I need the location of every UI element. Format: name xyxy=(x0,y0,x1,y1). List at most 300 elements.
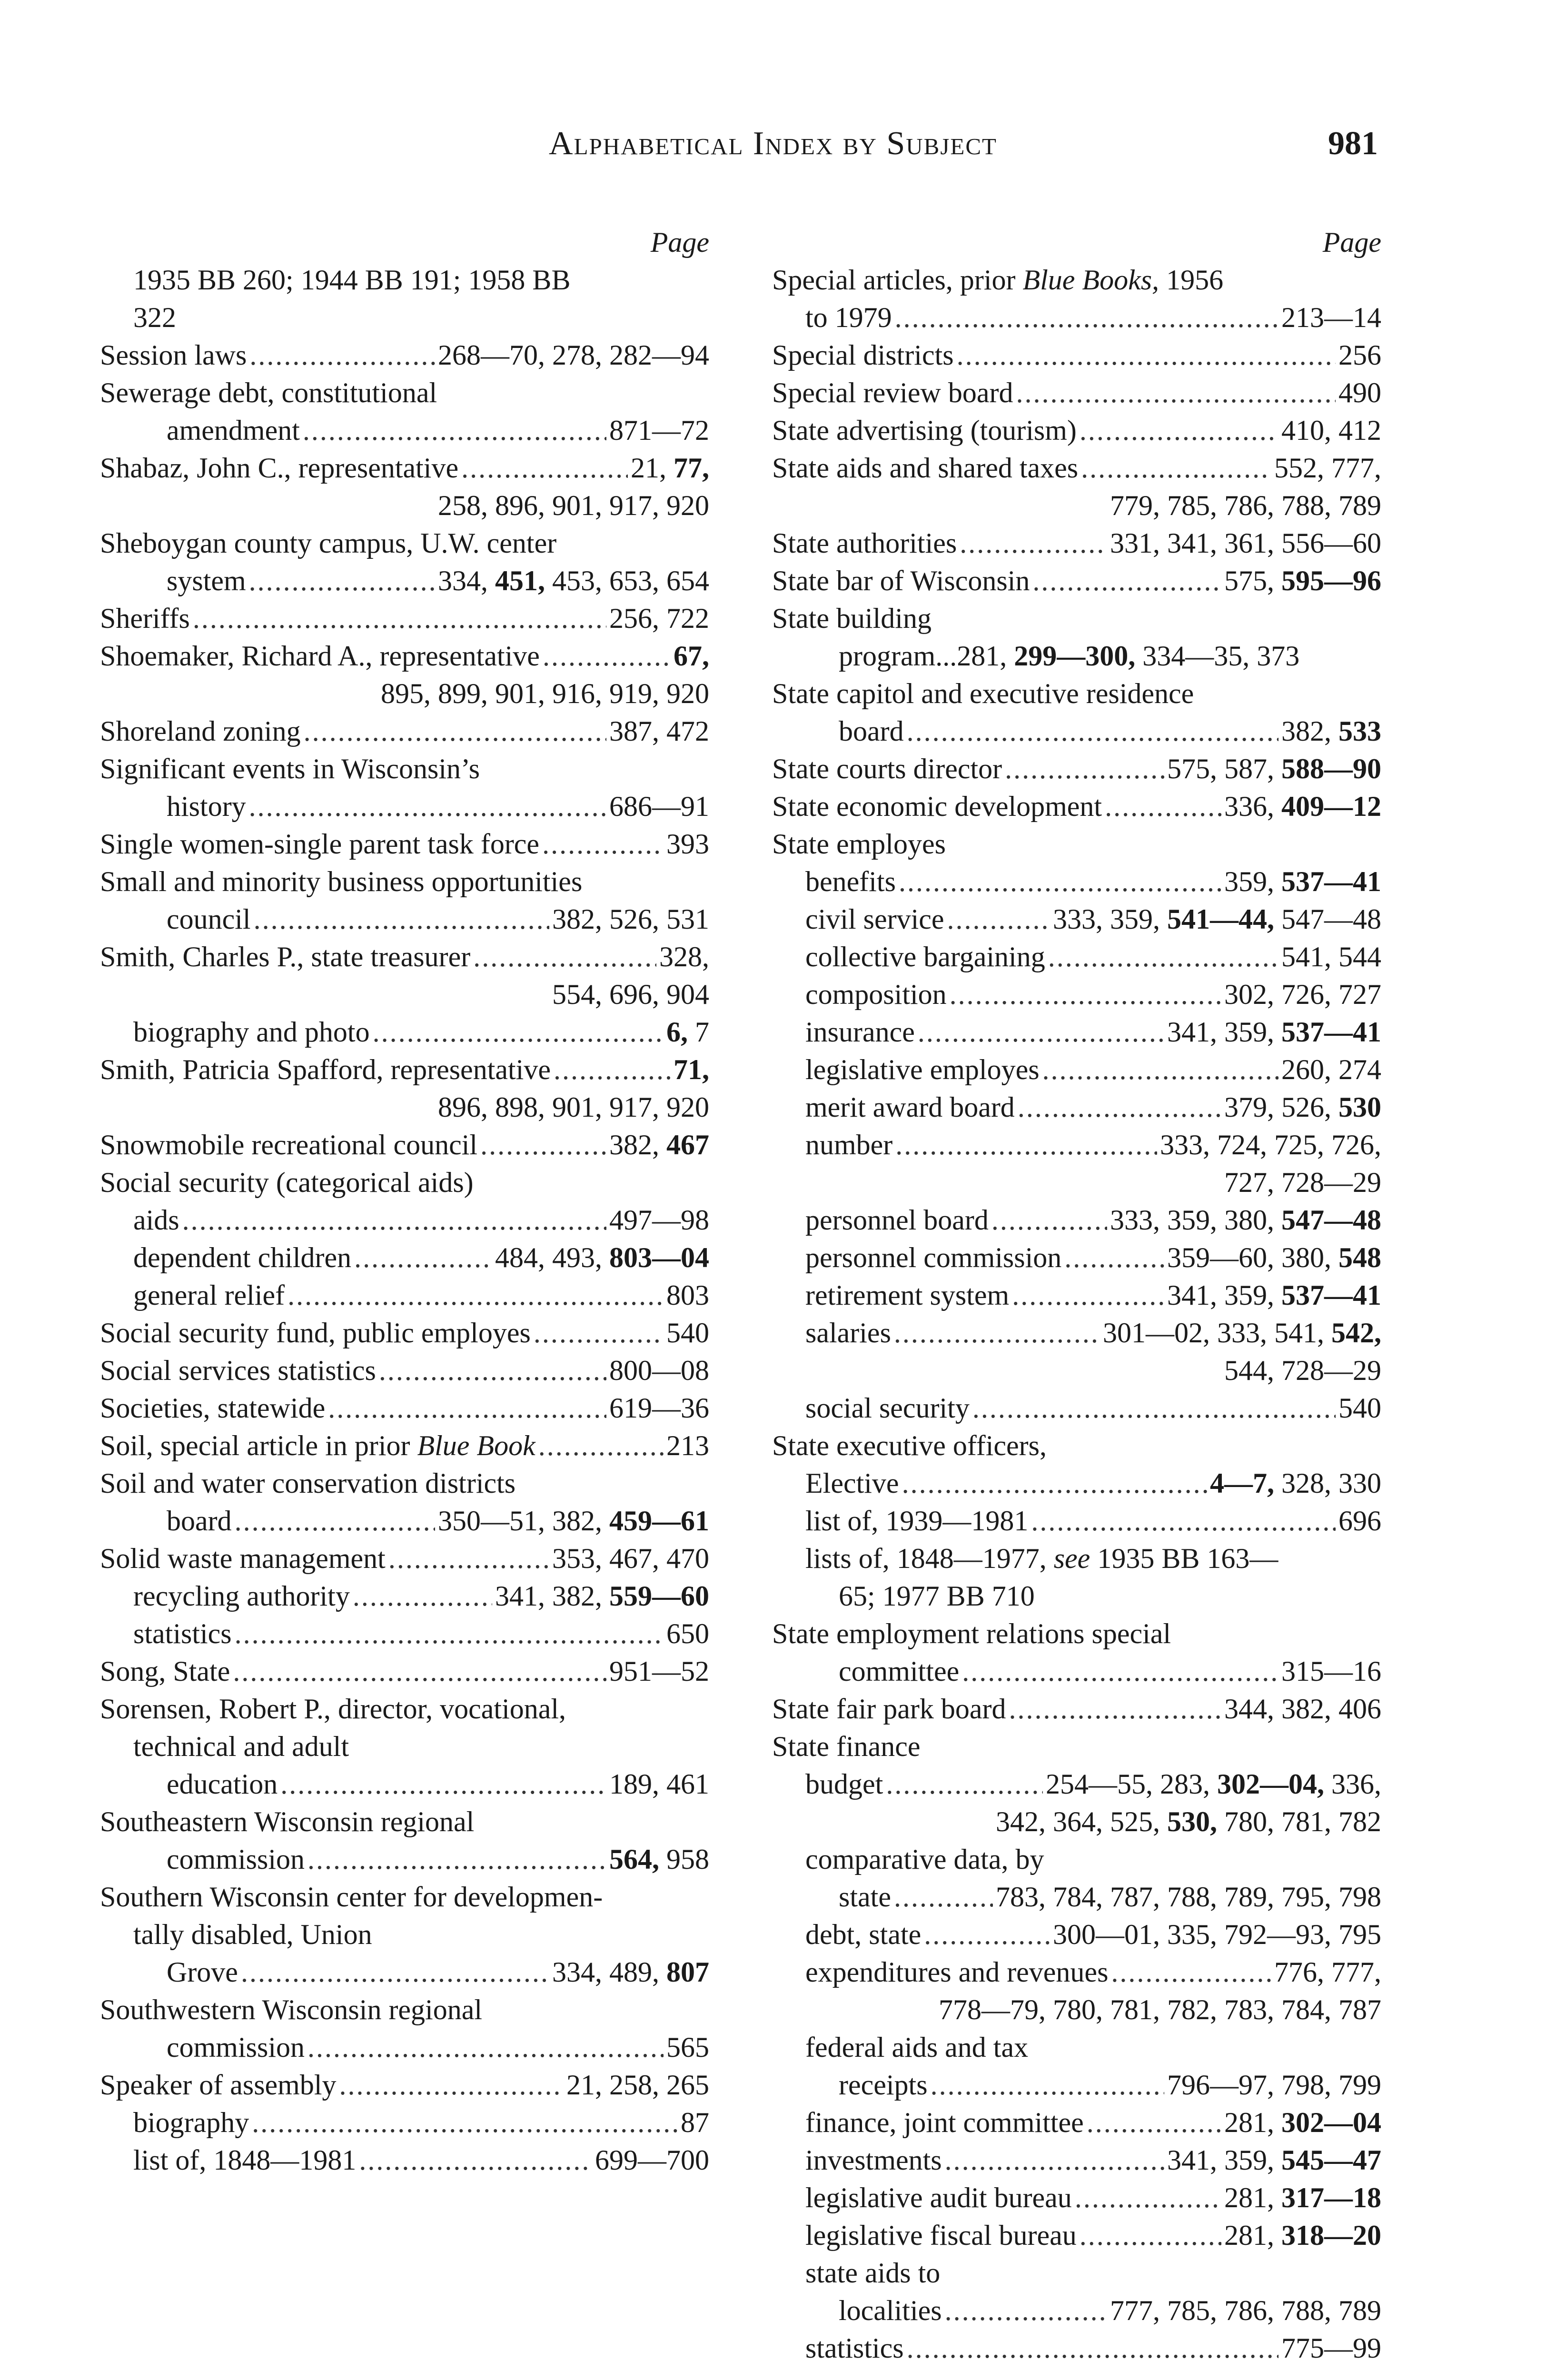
entry-pages: 575, 595—96 xyxy=(1224,565,1381,596)
entry-pages: 540 xyxy=(666,1317,709,1349)
index-entry xyxy=(772,562,1381,600)
entry-pages: 333, 359, 380, 547—48 xyxy=(1110,1204,1381,1236)
entry-line xyxy=(772,299,1381,337)
dot-leader xyxy=(287,1277,664,1314)
dot-leader xyxy=(1105,788,1221,825)
entry-term: personnel commission xyxy=(805,1242,1062,1273)
index-entry xyxy=(100,261,709,337)
entry-pages: 776, 777, xyxy=(1274,1956,1381,1988)
entry-line xyxy=(772,976,1381,1013)
entry-text: State capitol and executive residence xyxy=(772,678,1194,709)
entry-pages: 302, 726, 727 xyxy=(1224,979,1381,1010)
entry-pages: 484, 493, 803—04 xyxy=(495,1242,709,1273)
index-entry xyxy=(100,1465,709,1540)
entry-line xyxy=(100,412,709,449)
entry-pages: 541, 544 xyxy=(1281,941,1381,972)
page-title: Alphabetical Index by Subject xyxy=(549,125,997,162)
dot-leader xyxy=(554,1051,671,1089)
index-entry xyxy=(100,2066,709,2104)
entry-line xyxy=(772,374,1381,412)
index-entry xyxy=(100,713,709,750)
dot-leader xyxy=(894,1314,1100,1352)
entry-pages-continued: 258, 896, 901, 917, 920 xyxy=(438,490,709,521)
entry-pages: 565 xyxy=(666,2032,709,2063)
index-entry xyxy=(100,1577,709,1615)
dot-leader xyxy=(1111,1954,1271,1991)
index-entry xyxy=(772,901,1381,938)
entry-pages: 315—16 xyxy=(1281,1656,1381,1687)
entry-line xyxy=(100,825,709,863)
entry-pages: 497—98 xyxy=(609,1204,709,1236)
entry-pages: 344, 382, 406 xyxy=(1224,1693,1381,1725)
index-entry xyxy=(772,1427,1381,1502)
dot-leader xyxy=(1075,2179,1221,2217)
dot-leader xyxy=(538,1427,664,1465)
index-entry xyxy=(772,825,1381,901)
entry-line xyxy=(772,1878,1381,1916)
entry-pages: 341, 359, 537—41 xyxy=(1167,1279,1381,1311)
entry-line xyxy=(100,449,709,487)
index-entry xyxy=(772,2179,1381,2217)
index-entry xyxy=(772,1013,1381,1051)
entry-term: council xyxy=(167,903,251,935)
entry-term: history xyxy=(167,791,246,822)
entry-term: biography xyxy=(133,2107,249,2138)
entry-term: investments xyxy=(805,2144,942,2176)
entry-line xyxy=(100,1277,709,1314)
entry-line xyxy=(772,1465,1381,1502)
dot-leader xyxy=(1016,374,1336,412)
dot-leader xyxy=(1009,1690,1221,1728)
index-entry xyxy=(772,788,1381,825)
entry-pages: 71, xyxy=(674,1054,709,1085)
entry-line xyxy=(100,1013,709,1051)
index-entry xyxy=(772,1841,1381,1916)
entry-line xyxy=(772,750,1381,788)
dot-leader xyxy=(945,2292,1107,2330)
entry-line xyxy=(772,1089,1381,1126)
entry-term: personnel board xyxy=(805,1204,989,1236)
entry-pages: 213 xyxy=(666,1430,709,1461)
entry-term: statistics xyxy=(805,2332,904,2364)
entry-pages: 341, 382, 559—60 xyxy=(495,1580,709,1612)
index-entry xyxy=(100,1389,709,1427)
entry-pages: 281, 317—18 xyxy=(1224,2182,1381,2213)
entry-line xyxy=(772,1013,1381,1051)
entry-line xyxy=(100,1201,709,1239)
entry-term: legislative audit bureau xyxy=(805,2182,1072,2213)
dot-leader xyxy=(1080,412,1278,449)
entry-pages: 67, xyxy=(674,640,709,672)
entry-line xyxy=(772,1502,1381,1540)
entry-text: tally disabled, Union xyxy=(133,1919,372,1950)
index-entry xyxy=(100,2142,709,2179)
entry-line xyxy=(100,1427,709,1465)
dot-leader xyxy=(543,637,671,675)
index-entry xyxy=(100,1314,709,1352)
entry-term: education xyxy=(167,1768,278,1800)
entry-term: Elective xyxy=(805,1468,899,1499)
dot-leader xyxy=(373,1013,664,1051)
entry-text: technical and adult xyxy=(133,1731,349,1762)
entry-line xyxy=(100,2029,709,2066)
column-heading-page: Page xyxy=(650,227,709,258)
entry-pages: 564, 958 xyxy=(609,1844,709,1875)
dot-leader xyxy=(957,337,1336,374)
dot-leader xyxy=(960,525,1107,562)
index-entry xyxy=(772,2330,1381,2367)
entry-term: State courts director xyxy=(772,753,1002,784)
entry-line xyxy=(772,1389,1381,1427)
dot-leader xyxy=(461,449,628,487)
entry-term: dependent children xyxy=(133,1242,352,1273)
index-entry xyxy=(772,600,1381,675)
entry-term: composition xyxy=(805,979,947,1010)
entry-line xyxy=(100,1615,709,1653)
dot-leader xyxy=(1081,449,1271,487)
index-entry xyxy=(772,525,1381,562)
entry-text: Significant events in Wisconsin’s xyxy=(100,753,480,784)
entry-text: Southwestern Wisconsin regional xyxy=(100,1994,483,2025)
index-entry xyxy=(100,1126,709,1164)
dot-leader xyxy=(1042,1051,1278,1089)
entry-text: program...281, 299—300, 334—35, 373 xyxy=(839,640,1300,672)
index-entry xyxy=(772,374,1381,412)
index-entry xyxy=(772,1314,1381,1389)
entry-line xyxy=(772,2066,1381,2104)
index-entry xyxy=(100,374,709,449)
dot-leader xyxy=(354,1239,492,1277)
entry-term: statistics xyxy=(133,1618,232,1649)
entry-pages: 256, 722 xyxy=(609,603,709,634)
index-entry xyxy=(100,1991,709,2066)
entry-pages: 796—97, 798, 799 xyxy=(1167,2069,1381,2101)
index-entry xyxy=(772,1916,1381,1954)
entry-line xyxy=(100,637,709,675)
entry-line xyxy=(772,1916,1381,1954)
index-entry xyxy=(100,1615,709,1653)
entry-pages: 21, 258, 265 xyxy=(566,2069,709,2101)
entry-line xyxy=(100,2142,709,2179)
entry-line xyxy=(100,2066,709,2104)
dot-leader xyxy=(353,1577,492,1615)
dot-leader xyxy=(902,1465,1207,1502)
entry-pages: 696 xyxy=(1338,1505,1381,1537)
entry-line xyxy=(100,1314,709,1352)
entry-term: Solid waste management xyxy=(100,1543,386,1574)
entry-line xyxy=(100,562,709,600)
entry-term: Speaker of assembly xyxy=(100,2069,337,2101)
entry-text: Sorensen, Robert P., director, vocational, xyxy=(100,1693,566,1725)
entry-term: Soil, special article in prior Blue Book xyxy=(100,1430,535,1461)
dot-leader xyxy=(931,2066,1164,2104)
entry-line xyxy=(100,1389,709,1427)
entry-pages: 575, 587, 588—90 xyxy=(1167,753,1381,784)
entry-term: Shoreland zoning xyxy=(100,715,301,747)
entry-text: Sheboygan county campus, U.W. center xyxy=(100,527,557,559)
entry-pages: 256 xyxy=(1338,339,1381,371)
dot-leader xyxy=(1032,562,1221,600)
entry-pages: 359—60, 380, 548 xyxy=(1167,1242,1381,1273)
entry-pages: 333, 359, 541—44, 547—48 xyxy=(1053,903,1381,935)
entry-line xyxy=(772,863,1381,901)
entry-text: state aids to xyxy=(805,2257,941,2289)
index-entry xyxy=(772,2104,1381,2142)
entry-term: insurance xyxy=(805,1016,915,1048)
index-entry xyxy=(100,1164,709,1239)
entry-line xyxy=(100,1577,709,1615)
entry-pages-continued: 342, 364, 525, 530, 780, 781, 782 xyxy=(996,1806,1381,1837)
entries-right xyxy=(772,261,1381,2367)
entry-pages: 333, 724, 725, 726, xyxy=(1160,1129,1381,1160)
entry-pages: 387, 472 xyxy=(609,715,709,747)
entry-term: committee xyxy=(839,1656,960,1687)
dot-leader xyxy=(894,1878,993,1916)
dot-leader xyxy=(945,2142,1164,2179)
index-entry xyxy=(772,1615,1381,1690)
entry-line xyxy=(772,525,1381,562)
dot-leader xyxy=(249,337,435,374)
entry-line xyxy=(100,600,709,637)
dot-leader xyxy=(303,412,606,449)
index-entry xyxy=(772,1051,1381,1089)
entry-line xyxy=(100,1765,709,1803)
index-entry xyxy=(772,1126,1381,1201)
entry-pages-continued: 779, 785, 786, 788, 789 xyxy=(1110,490,1381,521)
dot-leader xyxy=(947,901,1050,938)
entry-term: general relief xyxy=(133,1279,285,1311)
dot-leader xyxy=(1012,1277,1164,1314)
entry-line xyxy=(772,1954,1381,1991)
index-entry xyxy=(100,1352,709,1389)
entry-pages: 189, 461 xyxy=(609,1768,709,1800)
entry-term: commission xyxy=(167,2032,305,2063)
index-entry xyxy=(100,825,709,863)
entry-pages: 341, 359, 537—41 xyxy=(1167,1016,1381,1048)
index-entry xyxy=(772,449,1381,525)
entry-term: State advertising (tourism) xyxy=(772,415,1077,446)
entry-term: amendment xyxy=(167,415,300,446)
entry-pages: 410, 412 xyxy=(1281,415,1381,446)
entry-term: Grove xyxy=(167,1956,238,1988)
index-entry xyxy=(772,1277,1381,1314)
entry-pages: 336, 409—12 xyxy=(1224,791,1381,822)
entry-pages: 783, 784, 787, 788, 789, 795, 798 xyxy=(996,1881,1381,1913)
entry-term: recycling authority xyxy=(133,1580,350,1612)
entry-term: finance, joint committee xyxy=(805,2107,1084,2138)
dot-leader xyxy=(328,1389,606,1427)
entry-term: debt, state xyxy=(805,1919,922,1950)
entry-term: commission xyxy=(167,1844,305,1875)
entry-term: legislative fiscal bureau xyxy=(805,2220,1077,2251)
entry-pages-continued: 554, 696, 904 xyxy=(552,979,709,1010)
entry-term: Snowmobile recreational council xyxy=(100,1129,478,1160)
entry-term: biography and photo xyxy=(133,1016,370,1048)
entry-pages: 951—52 xyxy=(609,1656,709,1687)
entries-left xyxy=(100,261,709,2179)
entry-term: State bar of Wisconsin xyxy=(772,565,1030,596)
entry-line xyxy=(772,1653,1381,1690)
entry-line xyxy=(100,1653,709,1690)
entry-line xyxy=(100,1126,709,1164)
index-entry xyxy=(772,412,1381,449)
entry-term: Special review board xyxy=(772,377,1013,408)
index-entry xyxy=(772,1201,1381,1239)
dot-leader xyxy=(1018,1089,1221,1126)
entry-term: board xyxy=(167,1505,232,1537)
index-entry xyxy=(772,1239,1381,1277)
dot-leader xyxy=(1048,938,1278,976)
dot-leader xyxy=(233,1653,606,1690)
dot-leader xyxy=(388,1540,549,1577)
dot-leader xyxy=(249,788,606,825)
entry-pages: 686—91 xyxy=(609,791,709,822)
index-entry xyxy=(100,1277,709,1314)
index-entry xyxy=(772,1728,1381,1841)
entry-pages: 540 xyxy=(1338,1392,1381,1424)
entry-line xyxy=(772,713,1381,750)
entry-text: State employment relations special xyxy=(772,1618,1171,1649)
entry-line xyxy=(772,562,1381,600)
entry-line xyxy=(772,2179,1381,2217)
index-entry xyxy=(772,2254,1381,2330)
entry-text: federal aids and tax xyxy=(805,2032,1029,2063)
index-entry xyxy=(772,1389,1381,1427)
entry-line xyxy=(100,1239,709,1277)
entry-term: Shoemaker, Richard A., representative xyxy=(100,640,540,672)
dot-leader xyxy=(480,1126,606,1164)
entry-pages: 699—700 xyxy=(595,2144,709,2176)
index-column-left xyxy=(100,224,709,2179)
entry-pages: 775—99 xyxy=(1281,2332,1381,2364)
entry-text: Sewerage debt, constitutional xyxy=(100,377,437,408)
dot-leader xyxy=(1031,1502,1336,1540)
index-entry xyxy=(772,337,1381,374)
dot-leader xyxy=(235,1615,664,1653)
entry-pages: 87 xyxy=(681,2107,709,2138)
index-entry xyxy=(100,525,709,600)
entry-text: Soil and water conservation districts xyxy=(100,1468,516,1499)
entry-pages-continued: 544, 728—29 xyxy=(1224,1355,1381,1386)
entry-term: State economic development xyxy=(772,791,1102,822)
entry-line xyxy=(772,788,1381,825)
entry-term: civil service xyxy=(805,903,944,935)
entry-term: Social security fund, public employes xyxy=(100,1317,531,1349)
index-entry xyxy=(100,863,709,938)
index-entry xyxy=(100,1013,709,1051)
entry-line xyxy=(772,449,1381,487)
index-entry xyxy=(772,1540,1381,1615)
index-entry xyxy=(772,2142,1381,2179)
entry-term: list of, 1939—1981 xyxy=(805,1505,1029,1537)
entry-line xyxy=(100,713,709,750)
entry-line xyxy=(772,2104,1381,2142)
index-entry xyxy=(772,675,1381,750)
index-entry xyxy=(100,1878,709,1991)
entry-pages: 393 xyxy=(666,828,709,860)
entry-term: receipts xyxy=(839,2069,928,2101)
dot-leader xyxy=(473,938,656,976)
index-entry xyxy=(100,2104,709,2142)
entry-text: lists of, 1848—1977, see 1935 BB 163— xyxy=(805,1543,1278,1574)
entry-line xyxy=(772,2330,1381,2367)
dot-leader xyxy=(1064,1239,1164,1277)
index-entry xyxy=(100,1653,709,1690)
entry-term: legislative employes xyxy=(805,1054,1040,1085)
entry-term: number xyxy=(805,1129,893,1160)
index-entry xyxy=(772,938,1381,976)
dot-leader xyxy=(280,1765,606,1803)
entry-line xyxy=(772,2292,1381,2330)
dot-leader xyxy=(182,1201,606,1239)
dot-leader xyxy=(991,1201,1107,1239)
entry-text: State building xyxy=(772,603,932,634)
dot-leader xyxy=(972,1389,1336,1427)
entry-term: Session laws xyxy=(100,339,247,371)
dot-leader xyxy=(252,2104,678,2142)
index-entry xyxy=(772,2217,1381,2254)
entry-line xyxy=(100,901,709,938)
entry-pages: 334, 451, 453, 653, 654 xyxy=(438,565,709,596)
dot-leader xyxy=(304,713,606,750)
dot-leader xyxy=(307,1841,606,1878)
entry-line xyxy=(772,1051,1381,1089)
entry-line xyxy=(772,1277,1381,1314)
entry-pages: 300—01, 335, 792—93, 795 xyxy=(1053,1919,1381,1950)
entry-pages: 213—14 xyxy=(1281,302,1381,333)
entry-pages-continued: 778—79, 780, 781, 782, 783, 784, 787 xyxy=(939,1994,1381,2025)
entry-line xyxy=(772,1201,1381,1239)
entry-line xyxy=(772,1239,1381,1277)
entry-text: State employes xyxy=(772,828,946,860)
dot-leader xyxy=(359,2142,592,2179)
entry-text: Small and minority business opportunities xyxy=(100,866,583,897)
index-entry xyxy=(772,1690,1381,1728)
dot-leader xyxy=(962,1653,1278,1690)
entry-line xyxy=(100,1502,709,1540)
entry-pages-continued: 896, 898, 901, 917, 920 xyxy=(438,1091,709,1123)
entry-line xyxy=(772,412,1381,449)
entry-pages: 552, 777, xyxy=(1274,452,1381,484)
entry-term: to 1979 xyxy=(805,302,892,333)
entry-pages: 650 xyxy=(666,1618,709,1649)
entry-term: Song, State xyxy=(100,1656,230,1687)
entry-line xyxy=(772,337,1381,374)
entry-term: Shabaz, John C., representative xyxy=(100,452,459,484)
entry-pages: 21, 77, xyxy=(631,452,709,484)
dot-leader xyxy=(1087,2104,1221,2142)
entry-line xyxy=(772,2217,1381,2254)
entry-text: 322 xyxy=(133,302,176,333)
entry-pages-continued: 895, 899, 901, 916, 919, 920 xyxy=(381,678,709,709)
entry-pages: 350—51, 382, 459—61 xyxy=(438,1505,709,1537)
dot-leader xyxy=(1005,750,1164,788)
dot-leader xyxy=(249,562,435,600)
entry-line xyxy=(100,337,709,374)
entry-pages: 301—02, 333, 541, 542, xyxy=(1103,1317,1381,1349)
entry-line xyxy=(100,1841,709,1878)
entry-line xyxy=(772,1314,1381,1352)
entry-term: state xyxy=(839,1881,891,1913)
dot-leader xyxy=(950,976,1221,1013)
entry-term: localities xyxy=(839,2295,942,2326)
index-entry xyxy=(100,600,709,637)
dot-leader xyxy=(895,299,1278,337)
entry-term: Smith, Charles P., state treasurer xyxy=(100,941,471,972)
dot-leader xyxy=(907,2330,1278,2367)
index-entry xyxy=(772,976,1381,1013)
entry-pages: 281, 318—20 xyxy=(1224,2220,1381,2251)
